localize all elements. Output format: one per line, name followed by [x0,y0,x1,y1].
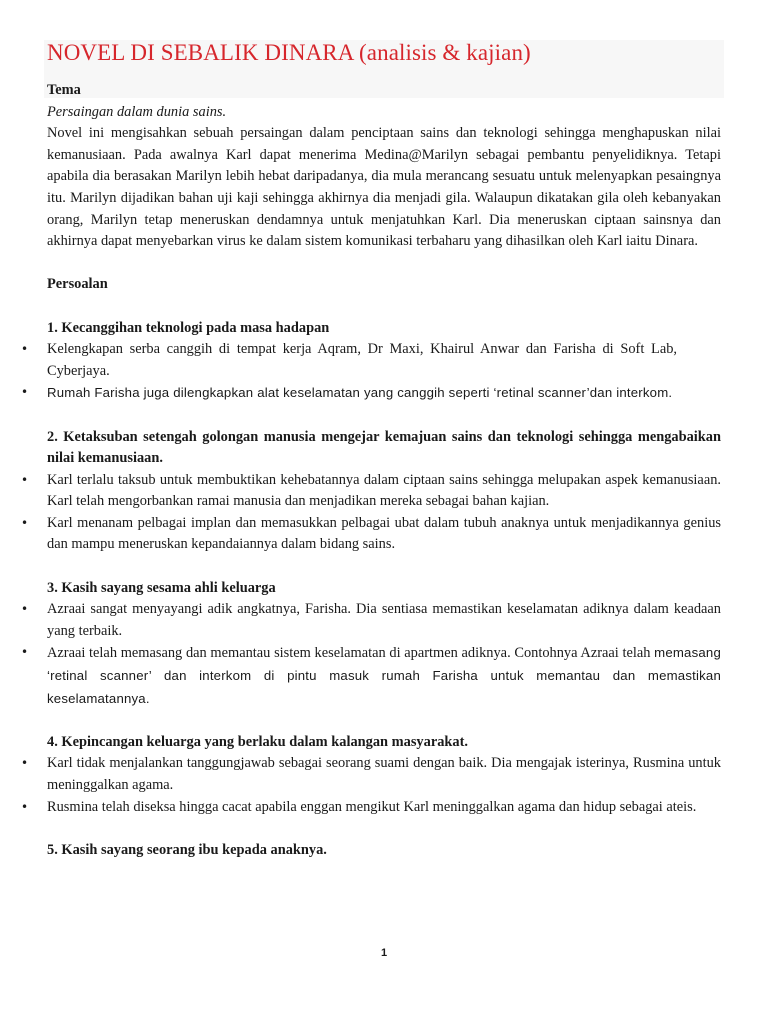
spacer [47,818,721,840]
tema-subtitle: Persaingan dalam dunia sains. [47,103,227,120]
bullet-item [21,470,721,513]
bullet-item [21,642,721,710]
bullet-text: Rumah Farisha juga dilengkapkan alat keselamatan yang canggih seperti ‘retinal scanner’dan interkom. [47,385,673,401]
bullet-text: Karl tidak menjalankan tanggungjawab sebagai seorang suami dengan baik. Dia mengajak isterinya, Rusmina untuk meninggalkan agama. [47,755,721,793]
bullet-item [21,599,721,642]
bullet-text: Karl menanam pelbagai implan dan memasukkan pelbagai ubat dalam tubuh anaknya untuk menjadikannya genius dan mampu meneruskan kepandaiannya dalam bidang sains. [47,514,721,553]
bullet-text: Azraai telah memasang dan memantau sistem keselamatan di apartmen adiknya. Contohnya Azraai telah [47,645,655,662]
bullet-item [21,753,721,796]
persoalan-item-2-heading: 2. Ketaksuban setengah golongan manusia mengejar kemajuan sains dan teknologi sehingga mengabaikan nilai kemanusiaan. [47,428,721,467]
bullet-text-continued: Cyberjaya. [47,362,110,379]
bullet-text-continued: memasang ‘retinal scanner’ dan interkom di pintu masuk rumah Farisha untuk memantau dan memastikan keselamatannya. [47,645,721,706]
tema-paragraph: Novel ini mengisahkan sebuah persaingan dalam penciptaan sains dan teknologi sehingga menghapuskan nilai kemanusiaan. Pada awalnya Karl dapat menerima Medina@Marilyn sebagai pembantu penyelidiknya. Tetapi apabila dia berasakan Marilyn lebih hebat daripadanya, dia mula merancang sesuatu untuk melenyapkan pesaingnya itu. Marilyn dijadikan bahan uji kaji sehingga akhirnya dia menjadi gila. Walaupun dikatakan gila oleh kebanyakan orang, Marilyn tetap meneruskan dendamnya untuk menjatuhkan Karl. Dia meneruskan ciptaan sainsnya dan akhirnya dapat menyebarkan virus ke dalam sistem komunikasi terbaharu yang dihasilkan oleh Karl iaitu Dinara. [47,125,721,250]
bullet-item [21,339,721,382]
bullet-icon: • [21,385,29,400]
spacer [47,253,721,275]
spacer [47,405,721,427]
document-body [21,80,721,861]
bullet-text: Azraai sangat menyayangi adik angkatnya, Farisha. Dia sentiasa memastikan keselamatan adiknya dalam keadaan yang terbaik. [47,601,721,639]
page-number: 1 [380,947,388,959]
persoalan-item-3-heading: 3. Kasih sayang sesama ahli keluarga [47,579,276,596]
bullet-item [21,382,721,405]
spacer [47,556,721,578]
bullet-icon: • [21,756,29,771]
bullet-icon: • [21,472,29,487]
persoalan-item-1-heading: 1. Kecanggihan teknologi pada masa hadapan [47,319,330,336]
bullet-text: Karl terlalu taksub untuk membuktikan kehebatannya dalam ciptaan sains sehingga melupakan aspek kemanusiaan. Karl telah mengorbankan ramai manusia dan menjadikan mereka sebagai bahan kajian. [47,471,721,510]
persoalan-heading: Persoalan [47,276,108,293]
bullet-item [21,797,721,819]
persoalan-item-5-heading: 5. Kasih sayang seorang ibu kepada anaknya. [47,841,327,858]
tema-heading: Tema [47,82,81,98]
bullet-icon: • [21,515,29,530]
bullet-text: Kelengkapan serba canggih di tempat kerja Aqram, Dr Maxi, Khairul Anwar dan Farisha di Soft Lab, [47,341,677,358]
bullet-text: Rusmina telah diseksa hingga cacat apabila enggan mengikut Karl meninggalkan agama dan hidup sebagai ateis. [47,798,697,815]
persoalan-item-4-heading: 4. Kepincangan keluarga yang berlaku dalam kalangan masyarakat. [47,733,468,750]
bullet-icon: • [21,342,29,357]
bullet-icon: • [21,799,29,814]
bullet-icon: • [21,602,29,617]
document-title: NOVEL DI SEBALIK DINARA (analisis & kajian) [47,40,531,65]
bullet-item [21,513,721,556]
bullet-icon: • [21,645,29,660]
spacer [47,296,721,318]
spacer [47,710,721,732]
